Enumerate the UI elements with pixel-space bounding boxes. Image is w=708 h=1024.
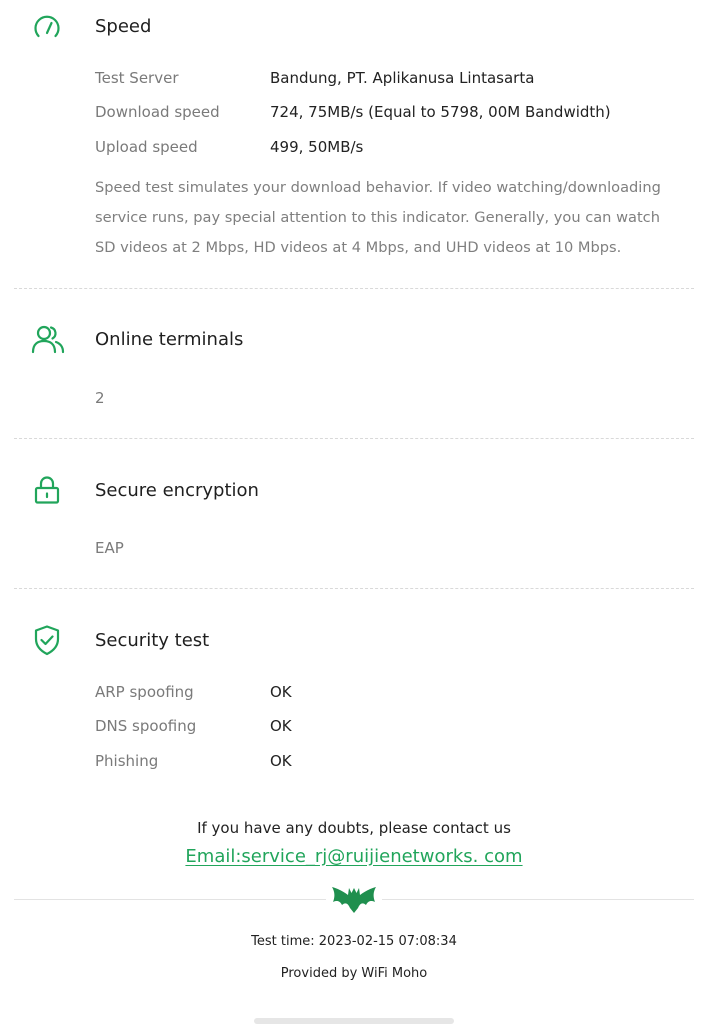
provided-by: Provided by WiFi Moho — [280, 966, 428, 981]
shield-check-icon — [30, 623, 64, 657]
dns-spoofing-label: DNS spoofing — [95, 717, 197, 735]
dns-spoofing-value: OK — [270, 717, 292, 735]
contact-text: If you have any doubts, please contact us — [197, 819, 511, 837]
download-speed-value: 724, 75MB/s (Equal to 5798, 00M Bandwidth) — [270, 103, 611, 121]
online-terminals-value: 2 — [95, 389, 105, 407]
upload-speed-value: 499, 50MB/s — [270, 138, 364, 156]
secure-encryption-value: EAP — [95, 539, 124, 557]
download-speed-label: Download speed — [95, 103, 220, 121]
home-indicator[interactable] — [254, 1018, 454, 1024]
phishing-label: Phishing — [95, 752, 159, 770]
test-server-value: Bandung, PT. Aplikanusa Lintasarta — [270, 69, 535, 87]
arp-spoofing-label: ARP spoofing — [95, 683, 194, 701]
divider — [14, 288, 694, 289]
phishing-value: OK — [270, 752, 292, 770]
upload-speed-label: Upload speed — [95, 138, 198, 156]
test-time: Test time: 2023-02-15 07:08:34 — [251, 934, 457, 949]
speedometer-icon — [30, 10, 64, 44]
security-test-title: Security test — [95, 630, 210, 651]
footer-line-right — [382, 899, 694, 900]
email-link-text[interactable]: Email:service_rj@ruijienetworks. com — [185, 846, 523, 867]
divider — [14, 588, 694, 589]
users-icon — [30, 322, 64, 356]
online-terminals-title: Online terminals — [95, 329, 244, 350]
test-server-label: Test Server — [95, 69, 179, 87]
lock-icon — [30, 473, 64, 507]
speed-title: Speed — [95, 16, 152, 37]
secure-encryption-title: Secure encryption — [95, 480, 259, 501]
footer-line-left — [14, 899, 326, 900]
arp-spoofing-value: OK — [270, 683, 292, 701]
email-link[interactable] — [0, 845, 708, 869]
divider — [14, 438, 694, 439]
speed-description: Speed test simulates your download behavior. If video watching/downloading service runs, pay special attention to this indicator. Generally, you can watch SD videos at 2 Mbps, HD videos at 4 Mbps, and UHD videos at 10 Mbps. — [95, 179, 661, 256]
bat-logo-icon — [330, 884, 378, 914]
